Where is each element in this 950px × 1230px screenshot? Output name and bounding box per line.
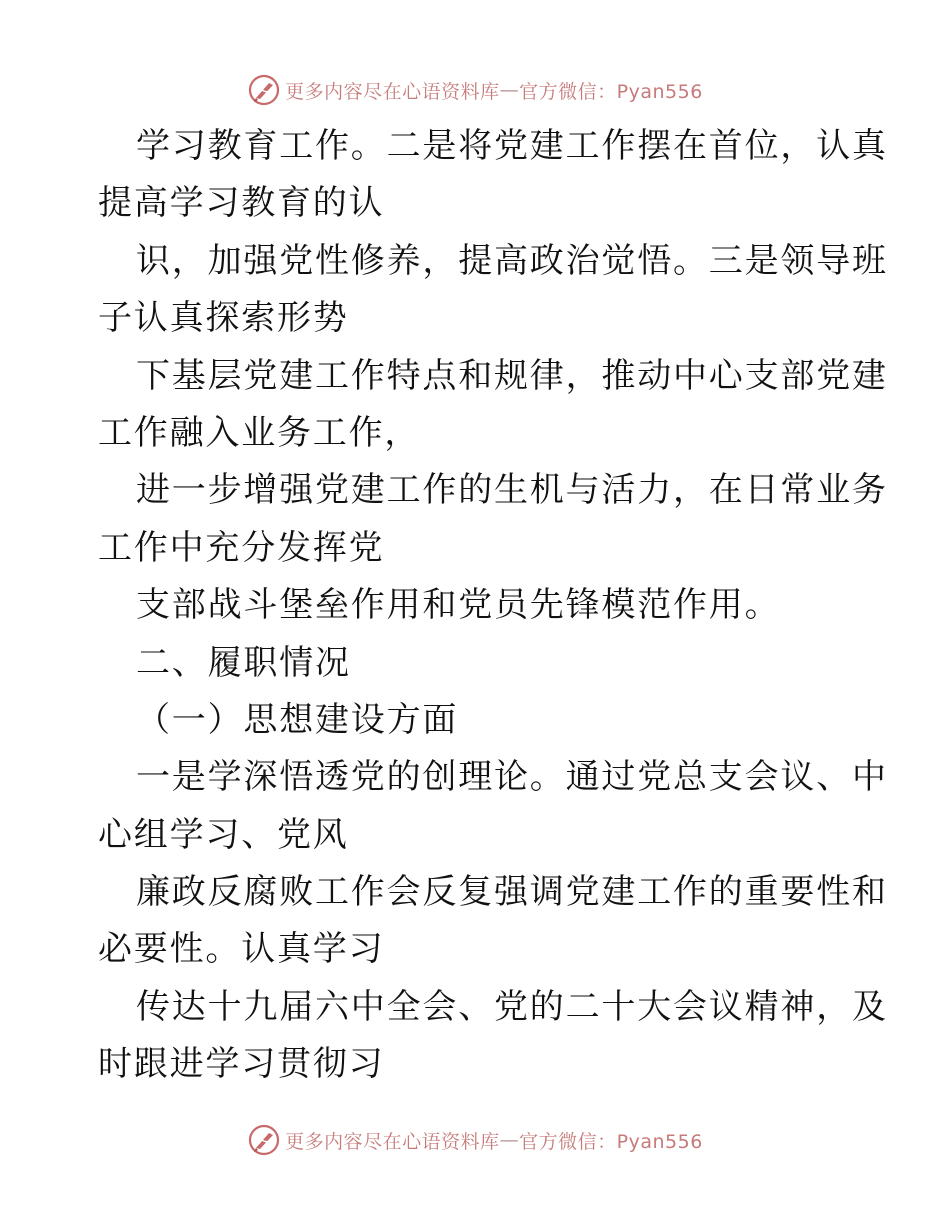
footer-watermark (0, 1122, 950, 1158)
watermark-main-text: 更多内容尽在心语资料库 (285, 80, 500, 103)
body-line: 进一步增强党建工作的生机与活力，在日常业务 (136, 470, 888, 511)
watermark-dash: — (499, 79, 520, 101)
body-line: 提高学习教育的认 (98, 183, 385, 224)
watermark-main-text: 更多内容尽在心语资料库 (285, 1130, 500, 1153)
header-watermark (0, 72, 950, 108)
body-line: 学习教育工作。二是将党建工作摆在首位，认真 (136, 126, 888, 166)
watermark-wechat-text: 官方微信：Pyan556 (519, 80, 703, 103)
body-line: 工作中充分发挥党 (98, 527, 385, 568)
body-line: 廉政反腐败工作会反复强调党建工作的重要性和 (136, 872, 888, 913)
section-heading: 二、履职情况 (136, 642, 351, 683)
subsection-heading: （一）思想建设方面 (136, 699, 459, 740)
watermark-dash: — (499, 1129, 520, 1151)
body-line: 工作融入业务工作， (98, 412, 421, 453)
body-line: 子认真探索形势 (98, 298, 349, 339)
body-line: 支部战斗堡垒作用和党员先锋模范作用。 (136, 585, 781, 626)
body-line: 下基层党建工作特点和规律，推动中心支部党建 (136, 355, 888, 396)
watermark-wechat-text: 官方微信：Pyan556 (519, 1130, 703, 1153)
body-line: 时跟进学习贯彻习 (98, 1044, 385, 1085)
body-line: 识，加强党性修养，提高政治觉悟。三是领导班 (136, 240, 888, 281)
quill-pen-logo-icon (247, 1123, 281, 1157)
body-line: 一是学深悟透党的创理论。通过党总支会议、中 (136, 757, 888, 798)
body-line: 必要性。认真学习 (98, 929, 385, 970)
body-line: 传达十九届六中全会、党的二十大会议精神，及 (136, 986, 888, 1027)
quill-pen-logo-icon (247, 73, 281, 107)
body-line: 心组学习、党风 (98, 814, 349, 855)
document-body (98, 118, 888, 1094)
